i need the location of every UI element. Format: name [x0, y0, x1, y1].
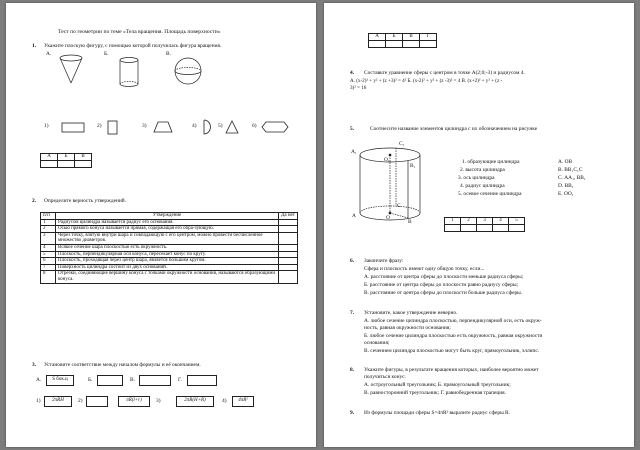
row-statement: Плоскость, перпендикулярная оси конуса, пересекает конус по кругу.	[56, 251, 279, 258]
label-c: С	[397, 203, 401, 209]
q4-number: 4.	[350, 70, 355, 76]
row-statement: Всякое сечение шара плоскостью есть окружность.	[56, 244, 279, 251]
q3-end-1-label: 1)	[36, 398, 41, 404]
q5-text: Соотнесите название элементов цилиндра с их обозначением на рисунке	[370, 126, 538, 132]
q1-text: Укажите плоскую фигуру, с помощью которой получилась фигура вращения.	[44, 43, 222, 49]
q1-option-3-label: 3)	[142, 123, 147, 129]
q5-answer-header: 4	[493, 218, 509, 225]
q1-number: 1.	[32, 43, 37, 49]
q1-letter-a: А.	[46, 51, 52, 57]
q2-text: Определите верность утверждений.	[44, 198, 126, 204]
q6-number: 6.	[350, 258, 355, 264]
table-row	[41, 232, 298, 244]
q5-answer-cell[interactable]	[445, 224, 461, 231]
q8-option-row-2: В. равносторонний треугольник; Г. равнобедренная трапеция.	[364, 390, 506, 396]
sphere-figure	[175, 58, 201, 84]
q1-answer-header: А	[41, 154, 58, 161]
q6-option-a: А. расстояние от центра сферы до плоскости меньше радиуса сферы;	[364, 274, 524, 280]
q1-letter-b: Б.	[104, 51, 109, 57]
row-statement: Радиусом цилиндра называется радиус его основания.	[56, 219, 279, 226]
q6-option-b: Б. расстояние от центра сферы до плоскости равно радиусу сферы;	[364, 282, 519, 288]
row-answer-cell[interactable]	[279, 244, 298, 251]
q3-end-3-label: 3)	[156, 398, 161, 404]
q8-text: Укажите фигуры, в результате вращения которых, наиболее вероятно может	[364, 367, 539, 373]
option-3-trapezoid	[154, 122, 172, 132]
q1-answer-table	[40, 153, 92, 168]
option-2-rectangle	[108, 121, 117, 134]
q3-start-c-box[interactable]	[139, 375, 171, 386]
q3-end-4-label: 4)	[222, 398, 227, 404]
test-page-2	[324, 3, 634, 447]
q3-start-d-box[interactable]	[187, 375, 217, 386]
q6-option-c: В. расстояние от центра сферы до плоскости больше радиуса сферы.	[364, 290, 523, 296]
q7-option-a-cont: ность, равная окружности основания;	[364, 325, 451, 331]
q9-text: Из формулы площади сферы S=4πR² выразите радиус сферы R.	[364, 410, 510, 416]
q5-answer-cell[interactable]	[509, 224, 525, 231]
test-title: Тест по геометрии по теме «Тела вращения. Площадь поверхности»	[58, 29, 221, 35]
q4-options: А. (x-2)² + y² + (z +3)² = 4² Б. (x-2)² + y² + (z -3)² = 4 В. (x+2)² + y² + (z -	[350, 78, 503, 84]
q5-answer-header: 1	[445, 218, 461, 225]
q5-symbol-a: А. ОВ	[558, 159, 573, 165]
row-number: 8	[41, 271, 56, 283]
q3-start-c-label: В.	[130, 377, 135, 383]
cone-figure	[60, 55, 82, 83]
q7-option-b-cont: основания;	[364, 340, 390, 346]
cylinder-figure	[120, 58, 138, 87]
q5-symbol-d: D. ВВ₁	[558, 183, 574, 189]
q1-answer-cell[interactable]	[58, 160, 75, 167]
row-number: 4	[41, 244, 56, 251]
q5-answer-header: 2	[461, 218, 477, 225]
label-a: А	[352, 213, 356, 219]
q2-header-num: п/п	[41, 213, 56, 220]
q5-term-5: 5. осевое сечение цилиндра	[458, 191, 522, 197]
q3-start-b-label: Б.	[88, 377, 93, 383]
q5-symbol-e: Е. ОО₁	[558, 191, 574, 197]
row-number: 1	[41, 219, 56, 226]
row-answer-cell[interactable]	[279, 251, 298, 258]
row-number: 7	[41, 264, 56, 271]
q1-answer-header: В	[75, 154, 92, 161]
q5-term-1: 1. образующие цилиндра	[462, 159, 520, 165]
test-page-1	[6, 3, 316, 447]
q5-symbol-b: В. ВВ₁С₁С	[558, 167, 583, 173]
row-answer-cell[interactable]	[279, 226, 298, 233]
row-statement: Отрезки, соединяющие вершину конуса с точками окружности основания, называются образующими конуса.	[56, 271, 279, 283]
q2-statements-table	[40, 212, 298, 284]
label-o: О	[386, 215, 390, 221]
q1-option-5-label: 5)	[218, 123, 223, 129]
q1-option-1-label: 1)	[44, 123, 49, 129]
label-o1: О₁	[384, 157, 390, 163]
answer-header: Г	[420, 34, 437, 41]
table-row	[41, 258, 298, 265]
row-statement: Через точку, взятую внутри шара и совпадающую с его центром, можно провести бесчисленное множество диаметров.	[56, 232, 279, 244]
q5-answer-header: 5	[509, 218, 525, 225]
q6-text: Закончите фразу:	[364, 258, 404, 264]
q7-option-b: Б. любое сечение цилиндра плоскостью есть окружность, равная окружности	[364, 333, 543, 339]
q2-number: 2.	[32, 198, 37, 204]
q7-text: Установите, какое утверждение неверно.	[364, 310, 458, 316]
q1-option-6-label: 6)	[252, 123, 257, 129]
table-row	[41, 219, 298, 226]
row-statement: Поверхность цилиндра состоит из двух оснований.	[56, 264, 279, 271]
q2-header-statement: Утверждение	[56, 213, 279, 220]
q5-answer-cell[interactable]	[461, 224, 477, 231]
label-c1: С₁	[399, 141, 405, 147]
q3-end-2-box: πR(l+r)	[118, 396, 150, 407]
table-row	[41, 244, 298, 251]
q5-term-4: 4. радиус цилиндра	[460, 183, 505, 189]
q9-number: 9.	[350, 410, 355, 416]
row-statement: Осью прямого конуса называется прямая, содержащая его обра-зующую.	[56, 226, 279, 233]
q5-number: 5.	[350, 126, 355, 132]
q5-answer-table	[444, 217, 525, 232]
q1-answer-cell[interactable]	[75, 160, 92, 167]
q3-end-4-box: 4πR²	[232, 396, 254, 407]
q8-text-cont: получиться конус.	[364, 374, 406, 380]
q3-end-2-blank-box[interactable]	[86, 396, 108, 407]
option-6-hexagon	[262, 122, 288, 132]
answer-header: В	[403, 34, 420, 41]
label-b1: В₁	[410, 163, 416, 169]
q6-stem: Сфера и плоскость имеют одну общую точку, если...	[364, 266, 485, 272]
q3-text: Установите соответствие между началом формулы и её окончанием.	[44, 362, 201, 368]
label-b: В	[408, 219, 412, 225]
answer-header: А	[369, 34, 386, 41]
q8-number: 8.	[350, 367, 355, 373]
row-number: 2	[41, 226, 56, 233]
answer-header: Б	[386, 34, 403, 41]
row-answer-cell[interactable]	[279, 264, 298, 271]
q4-options-cont: 3)² = 16	[350, 85, 367, 91]
q8-option-row-1: А. остроугольный треугольник; Б. прямоугольный треугольник;	[364, 382, 511, 388]
option-4-semicircle	[204, 120, 210, 134]
q5-answer-cell[interactable]	[477, 224, 493, 231]
q5-answer-header: 3	[477, 218, 493, 225]
q3-end-1-box: 2πRH	[44, 396, 72, 407]
q1-option-2-label: 2)	[97, 123, 102, 129]
row-statement: Плоскость, проходящая через центр шара, является большим кругом.	[56, 258, 279, 265]
q3-start-b-box[interactable]	[97, 375, 123, 386]
q5-term-2: 2. высота цилиндра	[460, 167, 505, 173]
row-answer-cell[interactable]	[279, 219, 298, 226]
row-answer-cell[interactable]	[279, 258, 298, 265]
row-answer-cell[interactable]	[279, 271, 298, 283]
q7-option-a: А. любое сечение цилиндра плоскостью, перпендикулярной оси, есть окруж-	[364, 318, 542, 324]
row-number: 5	[41, 251, 56, 258]
q5-symbol-c: С. АА₁, ВВ₁	[558, 175, 586, 181]
table-row	[41, 251, 298, 258]
table-row	[41, 226, 298, 233]
q3-end-2-label: 2)	[78, 398, 83, 404]
q3-start-d-label: Г.	[178, 377, 182, 383]
q5-answer-cell[interactable]	[493, 224, 509, 231]
q1-answer-header: Б	[58, 154, 75, 161]
q3-start-a-label: А.	[36, 377, 42, 383]
q5-term-3: 3. ось цилиндра	[458, 175, 495, 181]
row-number: 6	[41, 258, 56, 265]
row-answer-cell[interactable]	[279, 232, 298, 244]
option-1-rectangle	[62, 123, 84, 132]
q3-number: 3.	[32, 362, 37, 368]
q7-number: 7.	[350, 310, 355, 316]
q3-start-a-box: S бок.ц	[46, 375, 74, 386]
q1-letter-c: В.	[166, 51, 171, 57]
table-row	[41, 271, 298, 283]
label-a1: А₁	[351, 149, 357, 155]
row-number: 3	[41, 232, 56, 244]
q3-end-3-box: 2πR(H+R)	[176, 396, 214, 407]
table-row	[41, 264, 298, 271]
q7-option-c: В. сечением цилиндра плоскостью могут быть круг, прямоугольник, эллипс.	[364, 348, 540, 354]
q1-answer-cell[interactable]	[41, 160, 58, 167]
q1-option-4-label: 4)	[192, 123, 197, 129]
q2-header-yesno: Да нет	[279, 213, 298, 220]
option-5-triangle	[226, 121, 238, 133]
q4-text: Составьте уравнение сферы с центром в точке А(2;0;-3) и радиусом 4.	[364, 70, 525, 76]
